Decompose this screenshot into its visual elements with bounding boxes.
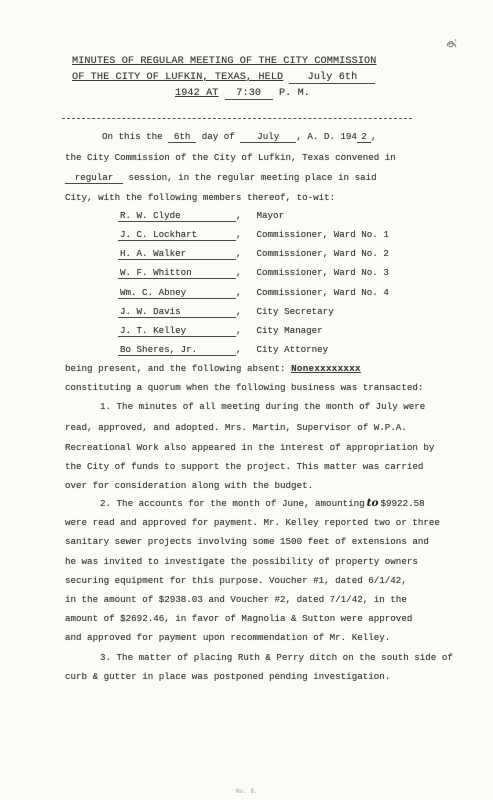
opening-text-d: , (370, 131, 377, 142)
member-title: City Manager (256, 325, 323, 336)
meeting-date-field: July 6th (289, 72, 375, 84)
opening-line-1 (102, 131, 376, 143)
member-separator: , (236, 287, 242, 298)
member-name: Wm. C. Abney (118, 287, 236, 299)
month-field: July (240, 131, 296, 143)
item-1-line: Recreational Work also appeared in the interest of appropriation by (65, 442, 435, 453)
member-title: Commissioner, Ward No. 2 (256, 248, 389, 259)
member-row (118, 267, 389, 279)
item-2-line: and approved for payment upon recommendation of Mr. Kelley. (65, 632, 391, 643)
item-2-line: he was invited to investigate the possibility of property owners (65, 556, 418, 567)
dashed-separator (62, 118, 412, 119)
item-1-line: the City of funds to support the project. This matter was carried (65, 461, 424, 472)
item-1-line: read, approved, and adopted. Mrs. Martin, Supervisor of W.P.A. (65, 422, 407, 433)
meeting-time-field: 7:30 (225, 88, 273, 100)
member-name: J. C. Lockhart (118, 229, 236, 241)
member-name: H. A. Walker (118, 248, 236, 260)
opening-text-a: On this the (102, 131, 163, 142)
item-2-line: sanitary sewer projects involving some 1500 feet of extensions and (65, 536, 429, 547)
member-title: City Secretary (256, 306, 334, 317)
year-field: 2 (357, 131, 371, 143)
item-2-lead-text: 2. The accounts for the month of June, amounting (100, 498, 365, 509)
member-separator: , (236, 229, 242, 240)
member-row (118, 248, 389, 260)
member-row (118, 229, 389, 241)
day-field: 6th (168, 131, 196, 143)
absent-label: being present, and the following absent: (65, 363, 286, 374)
item-3-line: curb & gutter in place was postponed pending investigation. (65, 671, 391, 682)
header-line-1: MINUTES OF REGULAR MEETING OF THE CITY COMMISSION (72, 56, 377, 67)
member-separator: , (236, 325, 242, 336)
header-line-3 (175, 88, 310, 100)
member-row (118, 344, 328, 356)
attendance-line (65, 363, 361, 375)
opening-text-c: , A. D. 194 (296, 131, 357, 142)
member-name: Bo Sheres, Jr. (118, 344, 236, 356)
item-2-line: in the amount of $2938.03 and Voucher #2, dated 7/1/42, in the (65, 594, 407, 605)
member-row (118, 306, 334, 318)
header-city-text: OF THE CITY OF LUFKIN, TEXAS, HELD (72, 72, 284, 83)
member-title: City Attorney (256, 344, 329, 355)
item-1-line: 1. The minutes of all meeting during the month of July were (100, 401, 426, 412)
header-line-2 (72, 72, 375, 84)
member-separator: , (236, 248, 242, 259)
member-name: J. T. Kelley (118, 325, 236, 337)
item-2-lead-line (100, 497, 425, 510)
meeting-year-text: 1942 AT (175, 88, 219, 99)
member-row (118, 325, 323, 337)
page-footer: No. 8. (236, 788, 258, 795)
absent-field: Nonexxxxxxxx (291, 363, 361, 374)
opening-text-session: session, in the regular meeting place in said (128, 172, 377, 183)
member-row (118, 287, 389, 299)
item-2-line: were read and approved for payment. Mr. Kelley reported two or three (65, 517, 440, 528)
member-name: J. W. Davis (118, 306, 236, 318)
member-title: Commissioner, Ward No. 1 (256, 229, 389, 240)
quorum-line: constituting a quorum when the following business was transacted: (65, 382, 424, 393)
opening-line-2: the City Commission of the City of Lufkin, Texas convened in (65, 152, 396, 163)
member-separator: , (236, 344, 242, 355)
member-title: Commissioner, Ward No. 3 (256, 267, 389, 278)
accounts-total: $9922.58 (380, 498, 425, 509)
member-separator: , (236, 210, 242, 221)
member-name: R. W. Clyde (118, 210, 236, 222)
item-3-line: 3. The matter of placing Ruth & Perry ditch on the south side of (100, 652, 453, 663)
item-2-line: amount of $2692.46, in favor of Magnolia & Sutton were approved (65, 613, 413, 624)
item-1-line: over for consideration along with the budget. (65, 480, 314, 491)
member-title: Mayor (256, 210, 285, 221)
opening-line-3 (65, 172, 377, 184)
member-separator: , (236, 306, 242, 317)
member-row (118, 210, 284, 222)
opening-text-b: day of (201, 131, 235, 142)
session-type-field: regular (65, 172, 123, 184)
item-2-line: securing equipment for this purpose. Voucher #1, dated 6/1/42, (65, 575, 407, 586)
member-name: W. F. Whitton (118, 267, 236, 279)
meeting-pm-text: P. M. (278, 88, 311, 99)
opening-line-4: City, with the following members thereof, to-wit: (65, 192, 336, 203)
handwritten-mark (444, 36, 460, 52)
member-separator: , (236, 267, 242, 278)
member-title: Commissioner, Ward No. 4 (256, 287, 389, 298)
handwritten-insertion: to (366, 497, 379, 509)
